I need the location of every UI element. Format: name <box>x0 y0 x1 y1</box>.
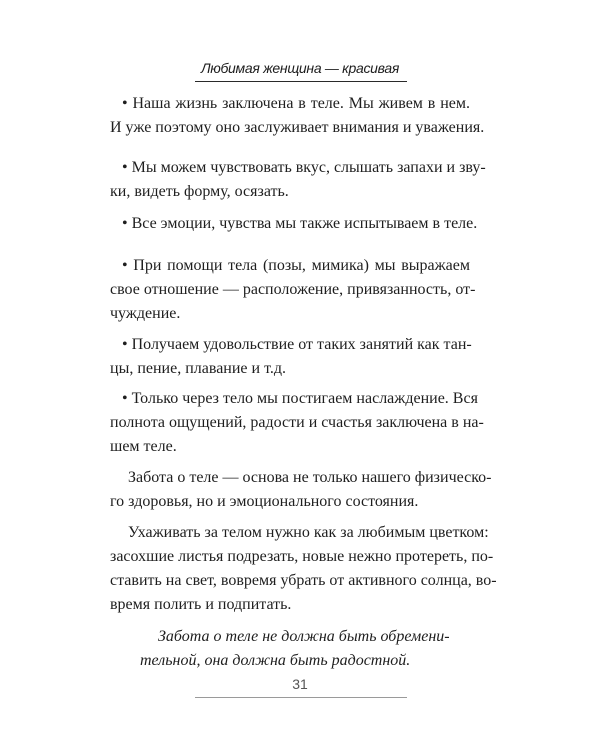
text-line: • Мы можем чувствовать вкус, слышать запахи и зву- <box>122 159 486 176</box>
paragraph-emotions <box>110 212 478 236</box>
quote-line: Забота о теле не должна быть обремени- <box>158 628 450 645</box>
text-line: время полить и подпитать. <box>110 596 292 613</box>
text-line: Забота о теле — основа не только нашего физическо- <box>128 469 492 486</box>
paragraph-flower-care <box>110 521 497 617</box>
text-line: го здоровья, но и эмоционального состояния. <box>110 493 419 510</box>
page-number: 31 <box>292 676 308 692</box>
text-line: чуждение. <box>110 305 181 322</box>
paragraph-pleasure <box>110 333 470 381</box>
text-line: И уже поэтому оно заслуживает внимания и уважения. <box>110 119 485 136</box>
quote-line: тельной, она должна быть радостной. <box>140 652 411 669</box>
text-line: ки, видеть форму, осязать. <box>110 183 289 200</box>
running-head: Любимая женщина — красивая <box>200 60 400 76</box>
paragraph-body-inhabits <box>110 92 485 140</box>
text-line: • При помощи тела (позы, мимика) мы выражаем <box>122 257 470 274</box>
text-line: • Все эмоции, чувства мы также испытываем в теле. <box>122 215 478 232</box>
text-line: цы, пение, плавание и т.д. <box>110 360 287 377</box>
text-line: полнота ощущений, радости и счастья заключена в на- <box>110 414 484 431</box>
paragraph-care-basis <box>110 466 492 514</box>
text-line: свое отношение — расположение, привязанность, от- <box>110 281 476 298</box>
text-line: шем теле. <box>110 438 177 455</box>
paragraph-body-language <box>110 254 476 326</box>
text-line: • Только через тело мы постигаем наслаждение. Вся <box>122 390 478 407</box>
text-line: • Получаем удовольствие от таких занятий как тан- <box>122 336 472 353</box>
paragraph-delight <box>110 387 484 459</box>
text-line: ставить на свет, вовремя убрать от активного солнца, во- <box>110 572 497 589</box>
text-line: Ухаживать за телом нужно как за любимым цветком: <box>128 524 489 541</box>
text-line: • Наша жизнь заключена в теле. Мы живем в нем. <box>122 95 470 112</box>
text-line: засохшие листья подрезать, новые нежно протереть, по- <box>110 548 494 565</box>
running-head-rule <box>195 81 407 82</box>
paragraph-senses <box>110 156 486 204</box>
closing-quote <box>140 625 450 673</box>
page-number-rule <box>195 697 407 698</box>
